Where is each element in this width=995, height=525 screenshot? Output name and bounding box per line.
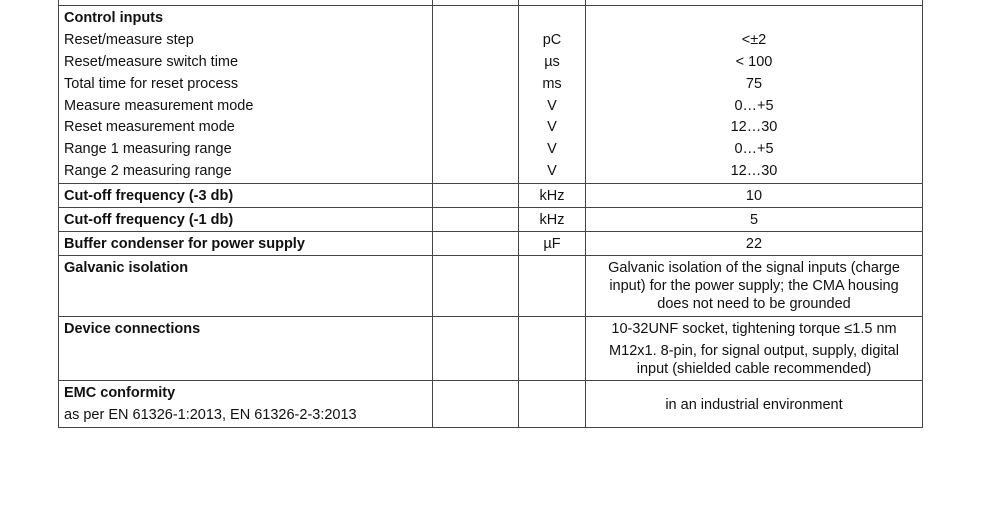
row-unit: kHz [539,212,565,228]
row-sublabel: as per EN 61326-1:2013, EN 61326-2-3:2013 [64,407,357,423]
row-divider [58,316,923,317]
row-value: M12x1. 8-pin, for signal output, supply, digital input (shielded cable recommended) [609,343,899,377]
row-divider [58,255,923,256]
table-column-divider [432,0,433,428]
row-value: 12…30 [730,119,778,135]
row-value: 0…+5 [734,98,774,114]
row-label: Cut-off frequency (-1 db) [64,212,234,228]
row-unit: pC [542,32,562,48]
row-value: in an industrial environment [665,397,843,413]
row-divider [58,231,923,232]
row-label: Measure measurement mode [64,98,254,114]
row-label: Galvanic isolation [64,260,189,276]
row-label: EMC conformity [64,385,176,401]
row-unit: V [547,98,557,114]
row-value: 75 [745,76,763,92]
row-label: Reset measurement mode [64,119,235,135]
row-value: 22 [745,236,763,252]
row-divider [58,380,923,381]
row-divider [58,207,923,208]
row-label: Cut-off frequency (-3 db) [64,188,234,204]
row-value: 10-32UNF socket, tightening torque ≤1.5 nm [611,321,897,337]
table-border-bottom [58,427,923,428]
row-label: Total time for reset process [64,76,239,92]
row-label: Range 1 measuring range [64,141,232,157]
section-heading: Control inputs [64,10,164,26]
row-value: <±2 [741,32,767,48]
row-label: Buffer condenser for power supply [64,236,305,252]
row-unit: µF [543,236,561,252]
row-label: Range 2 measuring range [64,163,232,179]
row-value: 5 [749,212,759,228]
row-unit: V [547,163,557,179]
table-border-right [922,0,923,428]
row-value: < 100 [735,54,773,70]
row-value: Galvanic isolation of the signal inputs (charge input) for the power supply; the CMA housing does not need to be grounded [608,260,900,312]
table-border-left [58,0,59,428]
row-divider [58,183,923,184]
row-value: 10 [745,188,763,204]
row-value: 0…+5 [734,141,774,157]
row-unit: V [547,119,557,135]
row-label: Device connections [64,321,201,337]
row-divider [58,5,923,6]
row-unit: kHz [539,188,565,204]
row-unit: ms [542,76,562,92]
row-unit: µs [544,54,560,70]
row-label: Reset/measure step [64,32,194,48]
row-unit: V [547,141,557,157]
row-value: 12…30 [730,163,778,179]
row-label: Reset/measure switch time [64,54,239,70]
